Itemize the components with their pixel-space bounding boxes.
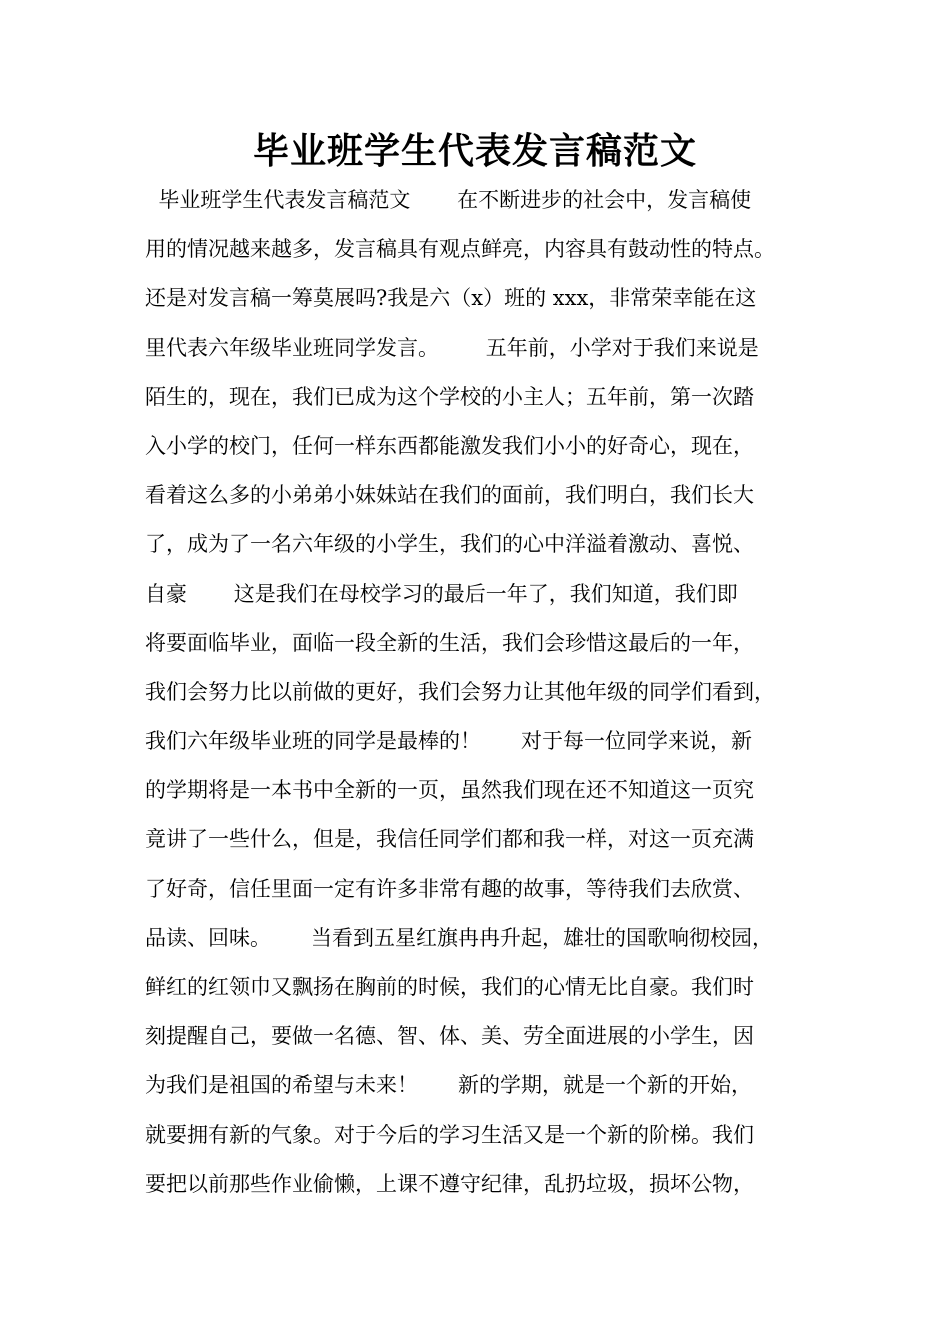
document-body bbox=[145, 180, 835, 1213]
body-line: 还是对发言稿一筹莫展吗?我是六（x）班的 xxx，非常荣幸能在这 bbox=[145, 286, 757, 311]
body-line: 毕业班学生代表发言稿范文 在不断进步的社会中，发言稿使 bbox=[145, 188, 752, 212]
body-line: 为我们是祖国的希望与未来！ 新的学期，就是一个新的开始， bbox=[145, 1073, 753, 1098]
body-line: 用的情况越来越多，发言稿具有观点鲜亮，内容具有鼓动性的特点。 bbox=[145, 237, 775, 262]
body-line: 刻提醒自己，要做一名德、智、体、美、劳全面进展的小学生，因 bbox=[145, 1024, 754, 1049]
body-line: 品读、回味。 当看到五星红旗冉冉升起，雄壮的国歌响彻校园， bbox=[145, 925, 774, 950]
body-line: 要把以前那些作业偷懒，上课不遵守纪律，乱扔垃圾，损坏公物， bbox=[145, 1171, 754, 1196]
body-line: 竟讲了一些什么，但是，我信任同学们都和我一样，对这一页充满 bbox=[145, 827, 754, 852]
body-line: 将要面临毕业，面临一段全新的生活，我们会珍惜这最后的一年， bbox=[145, 630, 754, 655]
body-line: 的学期将是一本书中全新的一页，虽然我们现在还不知道这一页究 bbox=[145, 778, 754, 803]
body-line: 入小学的校门，任何一样东西都能激发我们小小的好奇心，现在， bbox=[145, 433, 754, 458]
body-line: 我们会努力比以前做的更好，我们会努力让其他年级的同学们看到， bbox=[145, 679, 775, 704]
body-line: 里代表六年级毕业班同学发言。 五年前，小学对于我们来说是 bbox=[145, 335, 759, 360]
body-line: 陌生的，现在，我们已成为这个学校的小主人；五年前，第一次踏 bbox=[145, 384, 754, 409]
document-title: 毕业班学生代表发言稿范文 bbox=[252, 131, 697, 172]
body-line: 看着这么多的小弟弟小妹妹站在我们的面前，我们明白，我们长大 bbox=[145, 483, 754, 508]
body-line: 我们六年级毕业班的同学是最棒的！ 对于每一位同学来说，新 bbox=[145, 729, 753, 754]
body-line: 自豪 这是我们在母校学习的最后一年了，我们知道，我们即 bbox=[145, 581, 738, 606]
body-line: 鲜红的红领巾又飘扬在胸前的时候，我们的心情无比自豪。我们时 bbox=[145, 975, 754, 999]
body-line: 了好奇，信任里面一定有许多非常有趣的故事，等待我们去欣赏、 bbox=[145, 876, 754, 901]
body-line: 了，成为了一名六年级的小学生，我们的心中洋溢着激动、喜悦、 bbox=[145, 532, 754, 557]
body-line: 就要拥有新的气象。对于今后的学习生活又是一个新的阶梯。我们 bbox=[145, 1122, 754, 1147]
